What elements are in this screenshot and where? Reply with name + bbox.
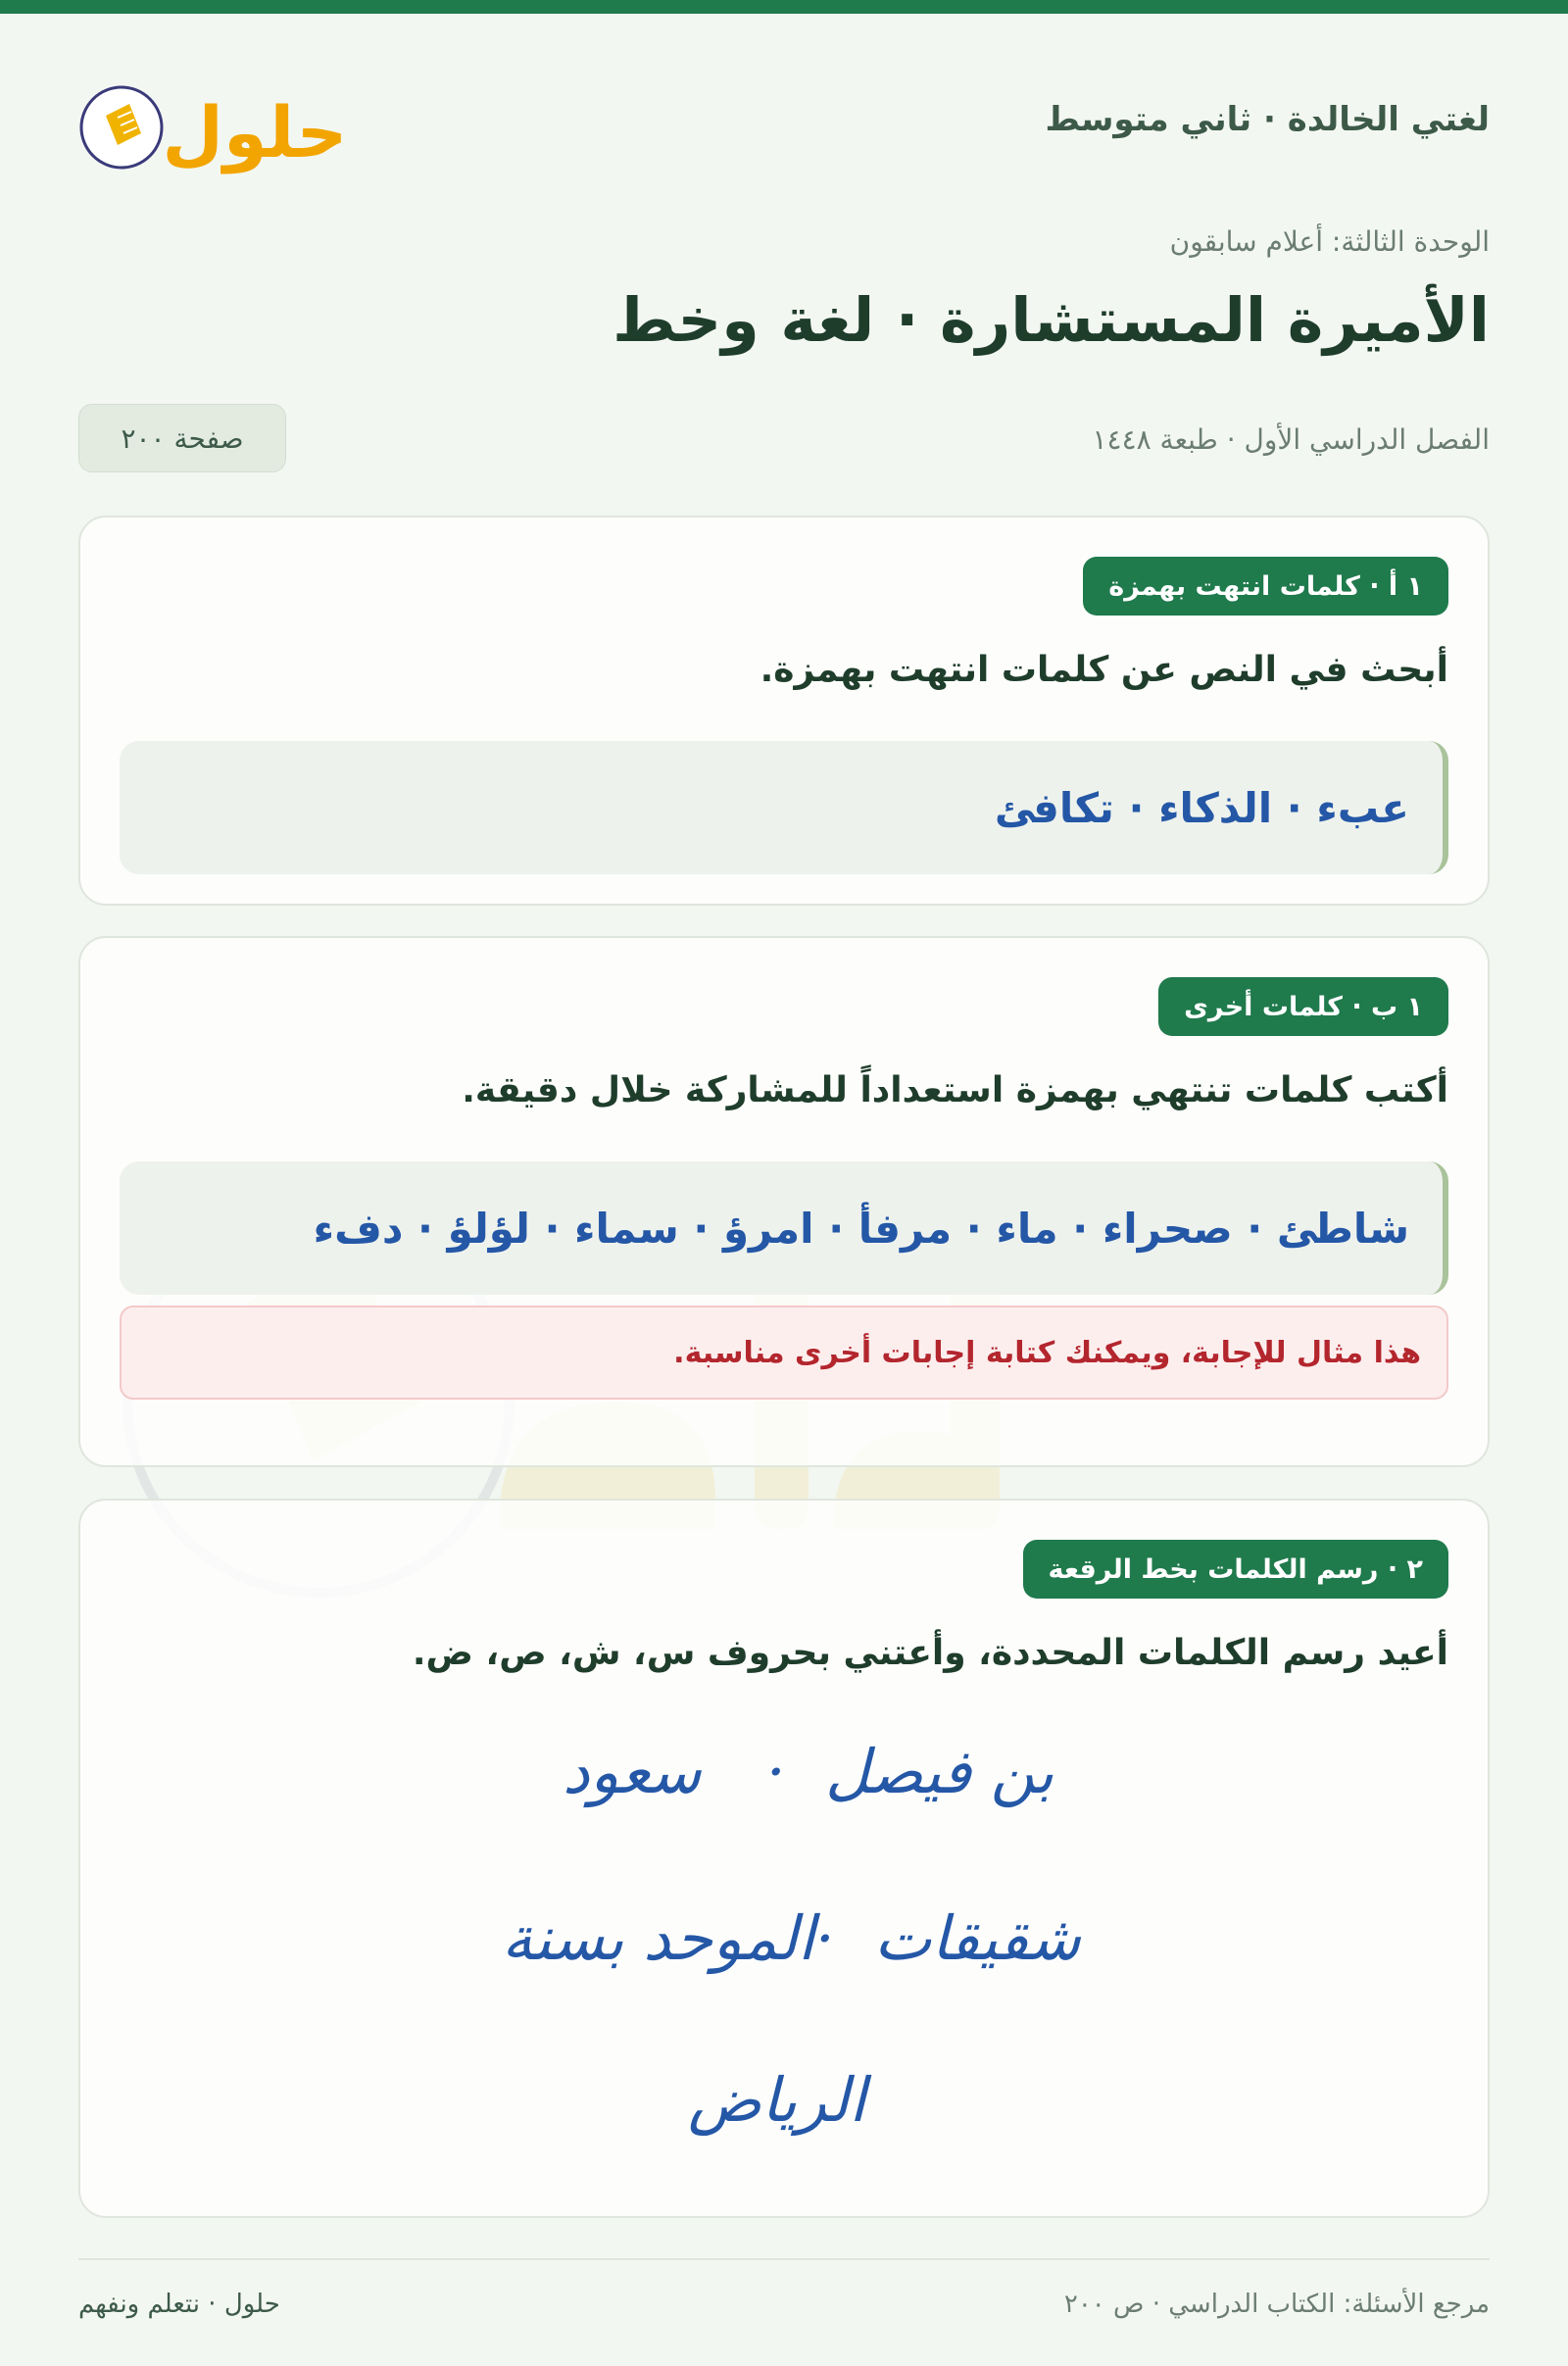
semester-label: الفصل الدراسي الأول · طبعة ١٤٤٨ — [1092, 423, 1490, 456]
question-text: أكتب كلمات تنتهي بهمزة استعداداً للمشاركة خلال دقيقة. — [462, 1070, 1448, 1110]
answer-box: شاطئ · صحراء · ماء · مرفأ · امرؤ · سماء · لؤلؤ · دفء — [120, 1161, 1448, 1295]
question-tag: ١ ب · كلمات أخرى — [1158, 977, 1448, 1036]
top-accent-bar — [0, 0, 1568, 14]
hulul-logo[interactable] — [78, 69, 353, 176]
handwritten-word: سعود — [563, 1736, 702, 1807]
handwritten-word: الموحد بسنة — [502, 1902, 815, 1974]
handwritten-word: الرياض — [688, 2064, 866, 2136]
footer-divider — [78, 2258, 1490, 2260]
page-header — [78, 69, 1490, 176]
subject-label: لغتي الخالدة · ثاني متوسط — [1045, 100, 1490, 139]
handwritten-word: بن فيصل — [825, 1736, 1054, 1807]
unit-label: الوحدة الثالثة: أعلام سابقون — [1169, 225, 1490, 258]
question-card-1b — [78, 936, 1490, 1467]
answer-note: هذا مثال للإجابة، ويمكنك كتابة إجابات أخرى مناسبة. — [120, 1306, 1448, 1400]
question-card-2 — [78, 1499, 1490, 2218]
footer-reference: مرجع الأسئلة: الكتاب الدراسي · ص ٢٠٠ — [1063, 2290, 1490, 2319]
question-text: أعيد رسم الكلمات المحددة، وأعتني بحروف س، ش، ص، ض. — [412, 1633, 1448, 1673]
question-text: أبحث في النص عن كلمات انتهت بهمزة. — [760, 650, 1448, 690]
footer-brand[interactable]: حلول · نتعلم ونفهم — [78, 2290, 280, 2319]
answer-box: عبء · الذكاء · تكافئ — [120, 741, 1448, 874]
handwritten-word: شقيقات — [874, 1902, 1081, 1974]
handwritten-separator: · — [815, 1902, 835, 1974]
handwritten-separator: · — [766, 1736, 786, 1807]
page-title: الأميرة المستشارة · لغة وخط — [612, 284, 1490, 356]
question-tag: ١ أ · كلمات انتهت بهمزة — [1083, 557, 1448, 616]
page-number-badge: صفحة ٢٠٠ — [78, 404, 286, 472]
question-tag: ٢ · رسم الكلمات بخط الرقعة — [1023, 1540, 1449, 1599]
question-card-1a — [78, 516, 1490, 906]
logo-text: حلول — [162, 91, 348, 173]
